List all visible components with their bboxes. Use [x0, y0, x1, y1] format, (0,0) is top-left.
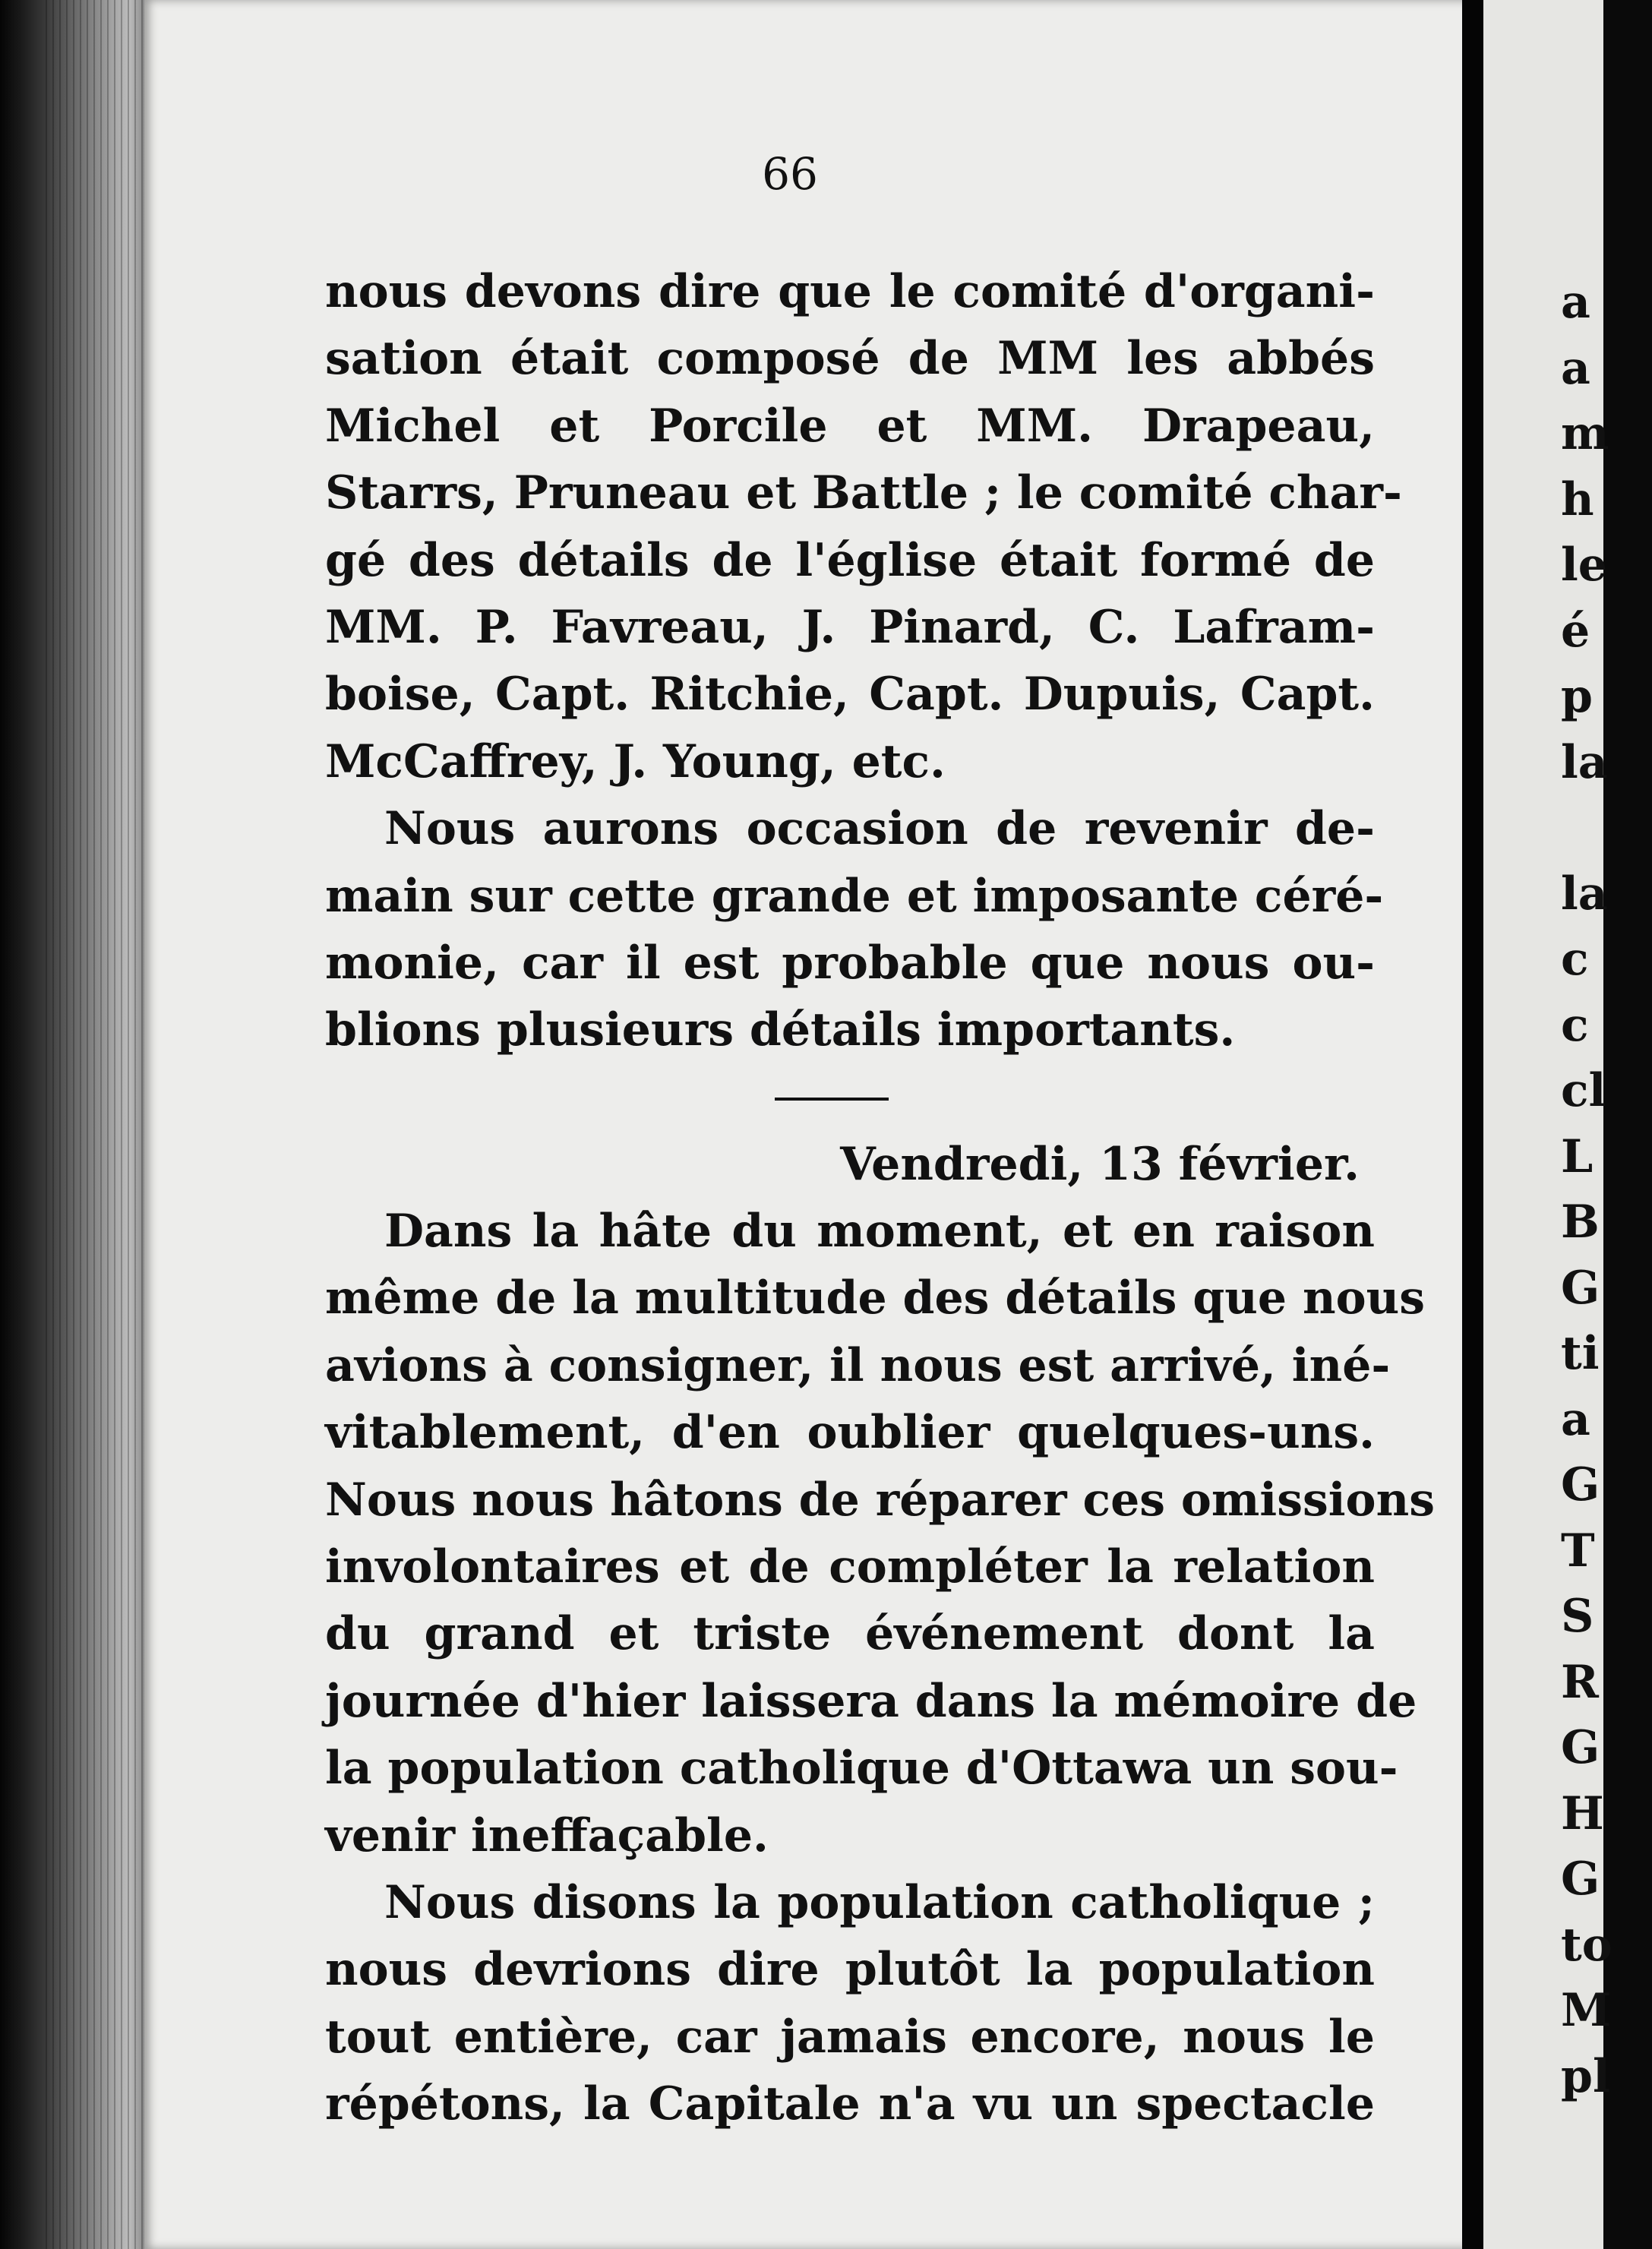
- facing-page-fragment: cl: [1561, 1064, 1606, 1117]
- facing-page-fragment: H: [1561, 1786, 1604, 1840]
- text-line: venir ineffaçable.: [325, 1808, 769, 1862]
- text-line: involontaires et de compléter la relation: [325, 1540, 1375, 1594]
- facing-page-fragment: G: [1561, 1261, 1600, 1315]
- facing-page-fragment: B: [1561, 1196, 1600, 1249]
- text-line: Starrs, Pruneau et Battle ; le comité char-: [325, 466, 1402, 520]
- text-line: avions à consigner, il nous est arrivé, iné-: [325, 1338, 1391, 1392]
- text-line: blions plusieurs détails importants.: [325, 1003, 1236, 1057]
- text-line: boise, Capt. Ritchie, Capt. Dupuis, Capt.: [325, 668, 1375, 722]
- text-line: Nous nous hâtons de réparer ces omissions: [325, 1473, 1435, 1527]
- facing-page-fragment: L: [1561, 1129, 1594, 1183]
- text-line: gé des détails de l'église était formé de: [325, 533, 1375, 587]
- facing-page-fragment: ti: [1561, 1327, 1600, 1380]
- dateline: Vendredi, 13 février.: [840, 1137, 1360, 1191]
- facing-page-fragments: [1561, 270, 1652, 2109]
- page-body: [325, 258, 1435, 2138]
- facing-page-fragment: T: [1561, 1524, 1595, 1578]
- facing-page-fragment: c: [1561, 933, 1589, 986]
- facing-page-fragment: a: [1561, 1392, 1590, 1446]
- text-line: main sur cette grande et imposante céré-: [325, 869, 1384, 923]
- facing-page-fragment: le: [1561, 539, 1607, 592]
- text-line: Michel et Porcile et MM. Drapeau,: [325, 399, 1375, 453]
- facing-page-fragment: G: [1561, 1458, 1600, 1511]
- text-line: même de la multitude des détails que nous: [325, 1271, 1425, 1325]
- book-spine-edges: [0, 0, 144, 2249]
- separator-rule: [775, 1098, 889, 1101]
- facing-page-fragment: M: [1561, 1984, 1612, 2037]
- facing-page-fragment: h: [1561, 472, 1594, 526]
- text-line: vitablement, d'en oublier quelques-uns.: [325, 1406, 1375, 1460]
- facing-page-fragment: la: [1561, 867, 1608, 921]
- facing-page-fragment: la: [1561, 735, 1608, 789]
- facing-page-fragment: [1561, 795, 1652, 861]
- page-number: 66: [762, 148, 818, 200]
- facing-page-fragment: G: [1561, 1853, 1600, 1906]
- text-line: journée d'hier laissera dans la mémoire de: [325, 1674, 1417, 1728]
- text-line: McCaffrey, J. Young, etc.: [325, 734, 946, 788]
- facing-page-fragment: R: [1561, 1655, 1599, 1709]
- text-line: du grand et triste événement dont la: [325, 1607, 1375, 1661]
- facing-page-fragment: m: [1561, 407, 1609, 460]
- facing-page-fragment: a: [1561, 341, 1590, 395]
- text-line: MM. P. Favreau, J. Pinard, C. Lafram-: [325, 600, 1375, 654]
- text-line: répétons, la Capitale n'a vu un spectacle: [325, 2077, 1375, 2131]
- text-line: monie, car il est probable que nous ou-: [325, 936, 1375, 990]
- facing-page-fragment: é: [1561, 604, 1590, 658]
- facing-page-fragment: S: [1561, 1590, 1594, 1643]
- facing-page-fragment: a: [1561, 276, 1590, 329]
- facing-page-fragment: c: [1561, 998, 1589, 1052]
- text-line: sation était composé de MM les abbés: [325, 332, 1375, 386]
- text-line: Nous disons la population catholique ;: [384, 1875, 1375, 1929]
- text-line: nous devrions dire plutôt la population: [325, 1943, 1375, 1997]
- text-line: Nous aurons occasion de revenir de-: [384, 802, 1375, 856]
- book-gutter: [1462, 0, 1483, 2249]
- text-line: nous devons dire que le comité d'organi-: [325, 265, 1375, 318]
- text-line: Dans la hâte du moment, et en raison: [384, 1205, 1375, 1259]
- text-line: la population catholique d'Ottawa un sou-: [325, 1742, 1398, 1796]
- facing-page-fragment: to: [1561, 1918, 1613, 1972]
- facing-page-fragment: pl: [1561, 2049, 1610, 2103]
- facing-page-fragment: p: [1561, 670, 1593, 723]
- page-edge-lines: [46, 0, 144, 2249]
- text-line: tout entière, car jamais encore, nous le: [325, 2010, 1375, 2064]
- facing-page-fragment: G: [1561, 1721, 1600, 1774]
- section-separator: [325, 1064, 1375, 1131]
